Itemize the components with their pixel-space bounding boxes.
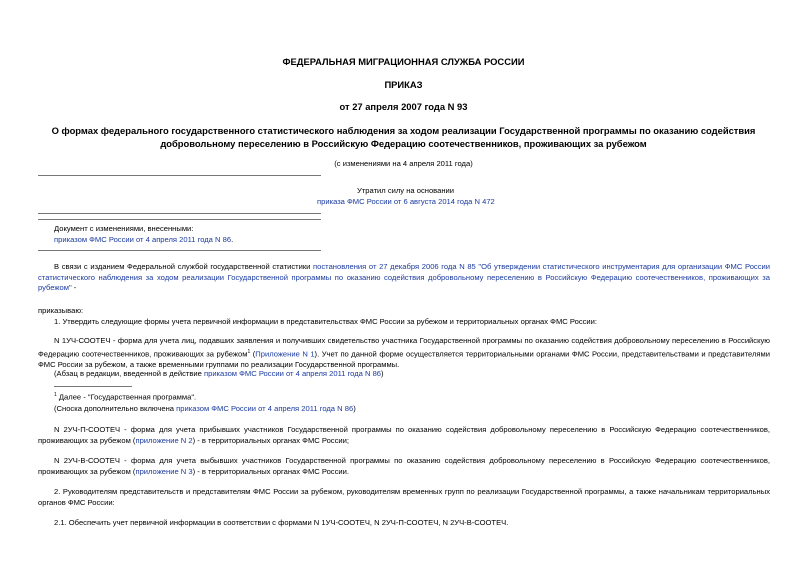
amendment-dot: .	[231, 235, 234, 244]
form-2-paragraph	[38, 425, 770, 446]
item-1: 1. Утвердить следующие формы учета первичной информации в представительствах ФМС России за рубежом и территориальных органах ФМС России:	[54, 317, 598, 326]
amendment-order-link[interactable]: приказом ФМС России от 4 апреля 2011 года N 86	[54, 235, 232, 244]
form-2-text: N 2УЧ-П-СООТЕЧ - форма для учета прибывших участников Государственной программы по оказанию содействия добровольному переселению в Российскую Федерацию соотечественников, проживающих за рубежом (	[38, 425, 770, 445]
amendments-line	[54, 235, 233, 246]
footnote-text: Далее - "Государственная программа".	[56, 392, 197, 402]
form-1-paren: (	[250, 349, 256, 359]
order-word: приказываю:	[38, 306, 84, 315]
divider	[38, 250, 321, 251]
form-3-paragraph	[38, 456, 770, 477]
intro-paragraph	[38, 262, 770, 294]
footnote-ref: 1	[247, 348, 251, 355]
document-date-number: от 27 апреля 2007 года N 93	[339, 101, 468, 112]
form-3-text-cont: ) - в территориальных органах ФМС России.	[192, 466, 349, 476]
intro-dash: -	[71, 283, 77, 293]
form-2-text-cont: ) - в территориальных органах ФМС России;	[192, 435, 349, 445]
agency-name: ФЕДЕРАЛЬНАЯ МИГРАЦИОННАЯ СЛУЖБА РОССИИ	[282, 56, 525, 67]
repeal-order-link[interactable]: приказа ФМС России от 6 августа 2014 года N 472	[317, 197, 495, 206]
item-2: 2. Руководителям представительств и представителям ФМС России за рубежом, руководителям временных групп по реализации Государственной программы, а также начальникам территориальных органов ФМС России:	[38, 487, 770, 507]
footnote	[38, 390, 770, 403]
form-1-note	[38, 369, 770, 380]
footnote-divider	[54, 386, 132, 387]
changes-note: (с изменениями на 4 апреля 2011 года)	[334, 159, 473, 168]
item-2-1: 2.1. Обеспечить учет первичной информации в соответствии с формами N 1УЧ-СООТЕЧ, N 2УЧ-П-СООТЕЧ, N 2УЧ-В-СООТЕЧ.	[54, 518, 509, 527]
appendix-1-link[interactable]: Приложение N 1	[255, 349, 315, 359]
rosstat-resolution-link[interactable]: постановления от 27 декабря 2006 года N 85 "Об утверждении статистического инструментария для организации ФМС России статистического наблюдения за ходом реализации Государственной программы по оказанию содействия добровольному переселению в Российскую Федерацию соотечественников, проживающих за рубежом"	[38, 262, 770, 293]
appendix-3-link[interactable]: приложение N 3	[135, 466, 193, 476]
footnote-note	[38, 404, 770, 415]
amendments-label: Документ с изменениями, внесенными:	[54, 224, 194, 233]
form-1-text-cont: ). Учет по данной форме осуществляется территориальными органами ФМС России, представительствами и представителями ФМС России за рубежом, а также временными группами по реализации Государственной программы.	[38, 349, 771, 369]
amendment-link[interactable]: приказом ФМС России от 4 апреля 2011 года N 86	[203, 369, 382, 378]
intro-text: В связи с изданием Федеральной службой государственной статистики	[54, 262, 314, 271]
note-close: )	[381, 369, 384, 378]
amendment-link[interactable]: приказом ФМС России от 4 апреля 2011 года N 86	[176, 404, 354, 413]
form-1-paragraph	[38, 336, 770, 370]
appendix-2-link[interactable]: приложение N 2	[135, 435, 193, 445]
note-close: )	[353, 404, 356, 413]
divider	[38, 219, 321, 220]
note-text: (Сноска дополнительно включена	[54, 404, 177, 413]
document-title-line-2: добровольному переселению в Российскую Федерацию соотечественников, проживающих за рубежом	[160, 138, 647, 149]
status-text: Утратил силу на основании	[357, 186, 455, 195]
form-3-text: N 2УЧ-В-СООТЕЧ - форма для учета выбывших участников Государственной программы по оказанию содействия добровольному переселению в Российскую Федерацию соотечественников, проживающих за рубежом (	[38, 456, 770, 476]
note-text: (Абзац в редакции, введенной в действие	[54, 369, 204, 378]
document-type: ПРИКАЗ	[384, 79, 423, 90]
divider	[38, 175, 321, 176]
divider	[38, 213, 321, 214]
footnote-mark: 1	[54, 392, 57, 398]
document-title-line-1: О формах федерального государственного статистического наблюдения за ходом реализации Государственной программы по оказанию содействия	[51, 125, 756, 136]
form-1-text: N 1УЧ-СООТЕЧ - форма для учета лиц, подавших заявления и получивших свидетельство участника Государственной программы по оказанию содействия добровольному переселению в Российскую Федерацию соотечественников, проживающих за рубежом	[38, 336, 770, 359]
